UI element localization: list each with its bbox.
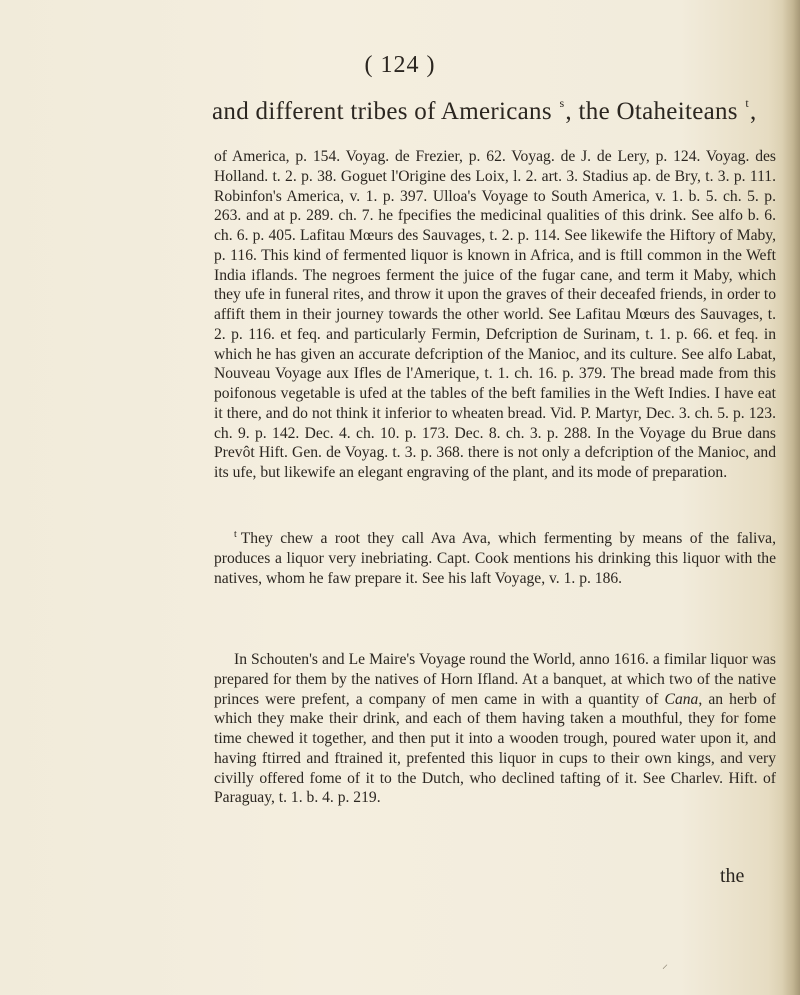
footnote-paragraph <box>214 650 776 808</box>
catchword: the <box>720 865 745 887</box>
footnote-text: of America, p. 154. Voyag. de Frezier, p. 62. Voyag. de J. de Lery, p. 124. Voyag. des Holland. t. 2. p. 38. Goguet l'Origine des Loix, l. 2. art. 3. Stadius ap. de Bry, t. 3. p. 111. Robinfon's America, v. 1. p. 397. Ulloa's Voyage to South America, v. 1. b. 5. ch. 5. p. 263. and at p. 289. ch. 7. he fpecifies the medicinal qualities of this drink. See alfo b. 6. ch. 6. p. 405. Lafitau Mœurs des Sauvages, t. 2. p. 114. See likewife the Hiftory of Maby, p. 116. This kind of fermented liquor is known in Africa, and is ftill common in the Weft India iflands. The negroes ferment the juice of the fugar cane, and term it Maby, which they ufe in funeral rites, and throw it upon the graves of their deceafed friends, in order to affift them in their journey towards the other world. See Lafitau Mœurs des Sauvages, t. 2. p. 116. et feq. and particularly Fermin, Defcription de Surinam, t. 1. p. 66. et feq. in which he has given an accurate defcription of the Manioc, and its culture. See alfo Labat, Nouveau Voyage aux Ifles de l'Amerique, t. 1. ch. 16. p. 379. The bread made from this poifonous vegetable is ufed at the tables of the beft families in the Weft Indies. I have eat it there, and do not think it inferior to wheaten bread. Vid. P. Martyr, Dec. 3. ch. 5. p. 123. ch. 9. p. 142. Dec. 4. ch. 10. p. 173. Dec. 8. ch. 3. p. 288. In the Voyage du Brue dans Prevôt Hift. Gen. de Voyag. t. 3. p. 368. there is not only a defcription of the Manioc, and its ufe, but likewife an elegant engraving of the plant, and its mode of preparation. <box>214 148 776 481</box>
stray-ink-mark: ⸝ <box>662 957 669 971</box>
footnote-ref-s: s <box>559 96 565 110</box>
running-text-line <box>212 96 782 126</box>
running-text-part-1: and different tribes of Americans <box>212 98 559 125</box>
page-number: ( 124 ) <box>364 52 436 78</box>
footnote-ref-t: t <box>745 96 750 110</box>
page-edge-shadow <box>782 0 800 995</box>
footnote-marker: t <box>234 529 237 540</box>
footnote-continuation <box>214 147 776 483</box>
footnote-t <box>214 525 776 588</box>
running-text-part-3: , <box>750 98 757 125</box>
footnote-italic-term: Cana <box>664 690 699 708</box>
footnote-text-part-2: , an herb of which they make their drink, and each of them having taken a mouthful, they for fome time chewed it together, and then put it into a wooden trough, poured water upon it, and having ftirred and ftrained it, prefented this liquor in cups to their own kings, and very civilly offered fome of it to the Dutch, who declined tafting of it. See Charlev. Hift. of Paraguay, t. 1. b. 4. p. 219. <box>214 690 776 807</box>
running-text-part-2: , the Otaheiteans <box>565 98 745 125</box>
footnote-text-part-1: In Schouten's and Le Maire's Voyage round the World, anno 1616. a fimilar liquor was prepared for them by the natives of Horn Ifland. At a banquet, at which two of the native princes were prefent, a company of men came in with a quantity of <box>214 651 776 708</box>
footnote-text: They chew a root they call Ava Ava, which fermenting by means of the faliva, produces a liquor very inebriating. Capt. Cook mentions his drinking this liquor with the natives, whom he faw prepare it. See his laft Voyage, v. 1. p. 186. <box>214 530 776 587</box>
